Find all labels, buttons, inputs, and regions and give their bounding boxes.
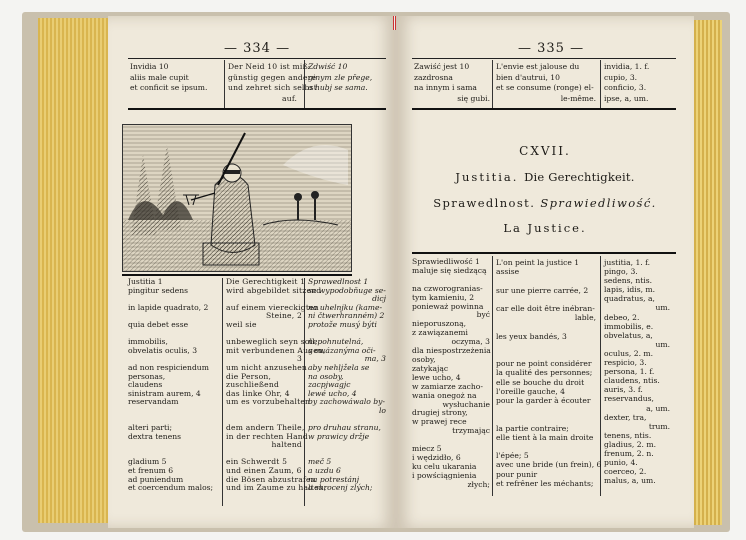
left-page xyxy=(108,16,396,528)
top-col-german: Der Neid 10 ist miß- günstig gegen andere und zehret sich selbst auf. xyxy=(228,62,317,103)
open-book xyxy=(22,12,730,532)
czech-column: Sprawedlnost 1 se wypodobňuge se- dicj na uhelnjku (kame- ni čtwerhranném) 2 protože musý býti nepohnutelná, s owázanýma oči- ma, 3 aby nehljžela se na osoby, zacpjwagjc lewé ucho, 4 by zachowáwalo by- lo pro druhau stranu, w prawicy držje meč 5 a uzdu 6 na potrestánj a skrocenj zlých; xyxy=(308,277,386,493)
column-divider xyxy=(492,256,493,496)
german-column: Die Gerechtigkeit 1 wird abgebildet sitzend auf einem viereckigten Steine, 2 weil sie unbeweglich seyn soll, mit verbundenen Augen, 3 um nicht anzusehen die Person, zuschließend das linke Ohr, 4 um es vorzubehalten dem andern Theile, in der rechten Hand haltend ein Schwerdt 5 und einen Zaum, 6 die Bösen abzustrafen und im Zaume zu halten; xyxy=(226,277,327,493)
page-edges-right xyxy=(692,20,722,525)
chapter-heading-polish xyxy=(396,196,694,210)
right-page xyxy=(396,16,694,528)
heading-polish: Sprawiedliwość. xyxy=(540,196,657,210)
page-number: — 334 — xyxy=(224,41,291,56)
column-divider xyxy=(224,60,225,108)
heading-latin: Justitia. xyxy=(455,170,519,184)
heading-german: Die Gerechtigkeit. xyxy=(524,170,635,184)
illustration-rule xyxy=(122,274,352,276)
top-col-latin: Invidia 10 aliis male cupit et conficit se ipsum. xyxy=(130,62,208,92)
top-col-czech: Zdwiść 10 ginym zle přege, a hubj se sama. xyxy=(308,62,373,92)
header-rule-bottom xyxy=(412,108,676,110)
heading-french: La Justice. xyxy=(503,221,587,235)
chapter-heading-latin-german xyxy=(396,170,694,184)
page-edges-left xyxy=(38,18,118,523)
justitia-woodcut xyxy=(122,124,352,272)
top-col-vocab: invidia, 1. f. cupio, 3. conficio, 3. ipse, a, um. xyxy=(604,62,650,103)
latin-column: Justitia 1 pingitur sedens in lapide quadrato, 2 quia debet esse immobilis, obvelatis oculis, 3 ad non respiciendum personas, claudens sinistram aurem, 4 reservandam alteri parti; dextra tenens gladium 5 et frenum 6 ad puniendum et coercendum malos; xyxy=(128,277,214,493)
header-rule-bottom xyxy=(128,108,386,110)
chapter-number: CXVII. xyxy=(519,144,571,158)
column-divider xyxy=(492,60,493,108)
page-number: — 335 — xyxy=(518,41,585,56)
polish-column: Sprawiedliwość 1 maluje się siedzącą na czworogranias- tym kamieniu, 2 ponieważ powinna być nieporuszoną, z zawiązanemi oczyma, 3 dla niespostrzeżenia osoby, zatykając lewe ucho, 4 w zamiarze zacho- wania onegoż na wysłuchanie drugiej strony, w prawej rece trzymając miecz 5 i wędzidło, 6 ku celu ukarania i powściągnienia złych; xyxy=(412,257,491,489)
header-rule xyxy=(412,58,676,59)
column-divider xyxy=(600,60,601,108)
column-divider xyxy=(222,278,223,506)
top-col-polish: Zawiść jest 10 zazdrosna na innym i sama się gubi. xyxy=(414,62,490,103)
heading-czech: Sprawedlnost. xyxy=(433,196,536,210)
top-col-french: L'envie est jalouse du bien d'autrui, 10 et se consume (ronge) el- le-même. xyxy=(496,62,596,103)
body-rule xyxy=(412,252,676,254)
french-column: L'on peint la justice 1 assise sur une pierre carrée, 2 car elle doit être inébran- lable, les yeux bandés, 3 pour ne point considérer la qualité des personnes; elle se bouche du droit l'oreille gauche, 4 pour la garder à écouter la partie contraire; elle tient à la main droite l'épée; 5 avec une bride (un frein), 6 pour punir et refrêner les méchants; xyxy=(496,258,602,488)
header-rule xyxy=(128,58,386,59)
vocab-column: justitia, 1. f. pingo, 3. sedens, ntis. lapis, idis, m. quadratus, a, um. debeo, 2. immobilis, e. obvelatus, a, um. oculus, 2. m. respicio, 3. persona, 1. f. claudens, ntis. auris, 3. f. reservandus, a, um. dexter, tra, trum. tenens, ntis. gladius, 2. m. frenum, 2. n. punio, 4. coerceo, 2. malus, a, um. xyxy=(604,258,670,486)
